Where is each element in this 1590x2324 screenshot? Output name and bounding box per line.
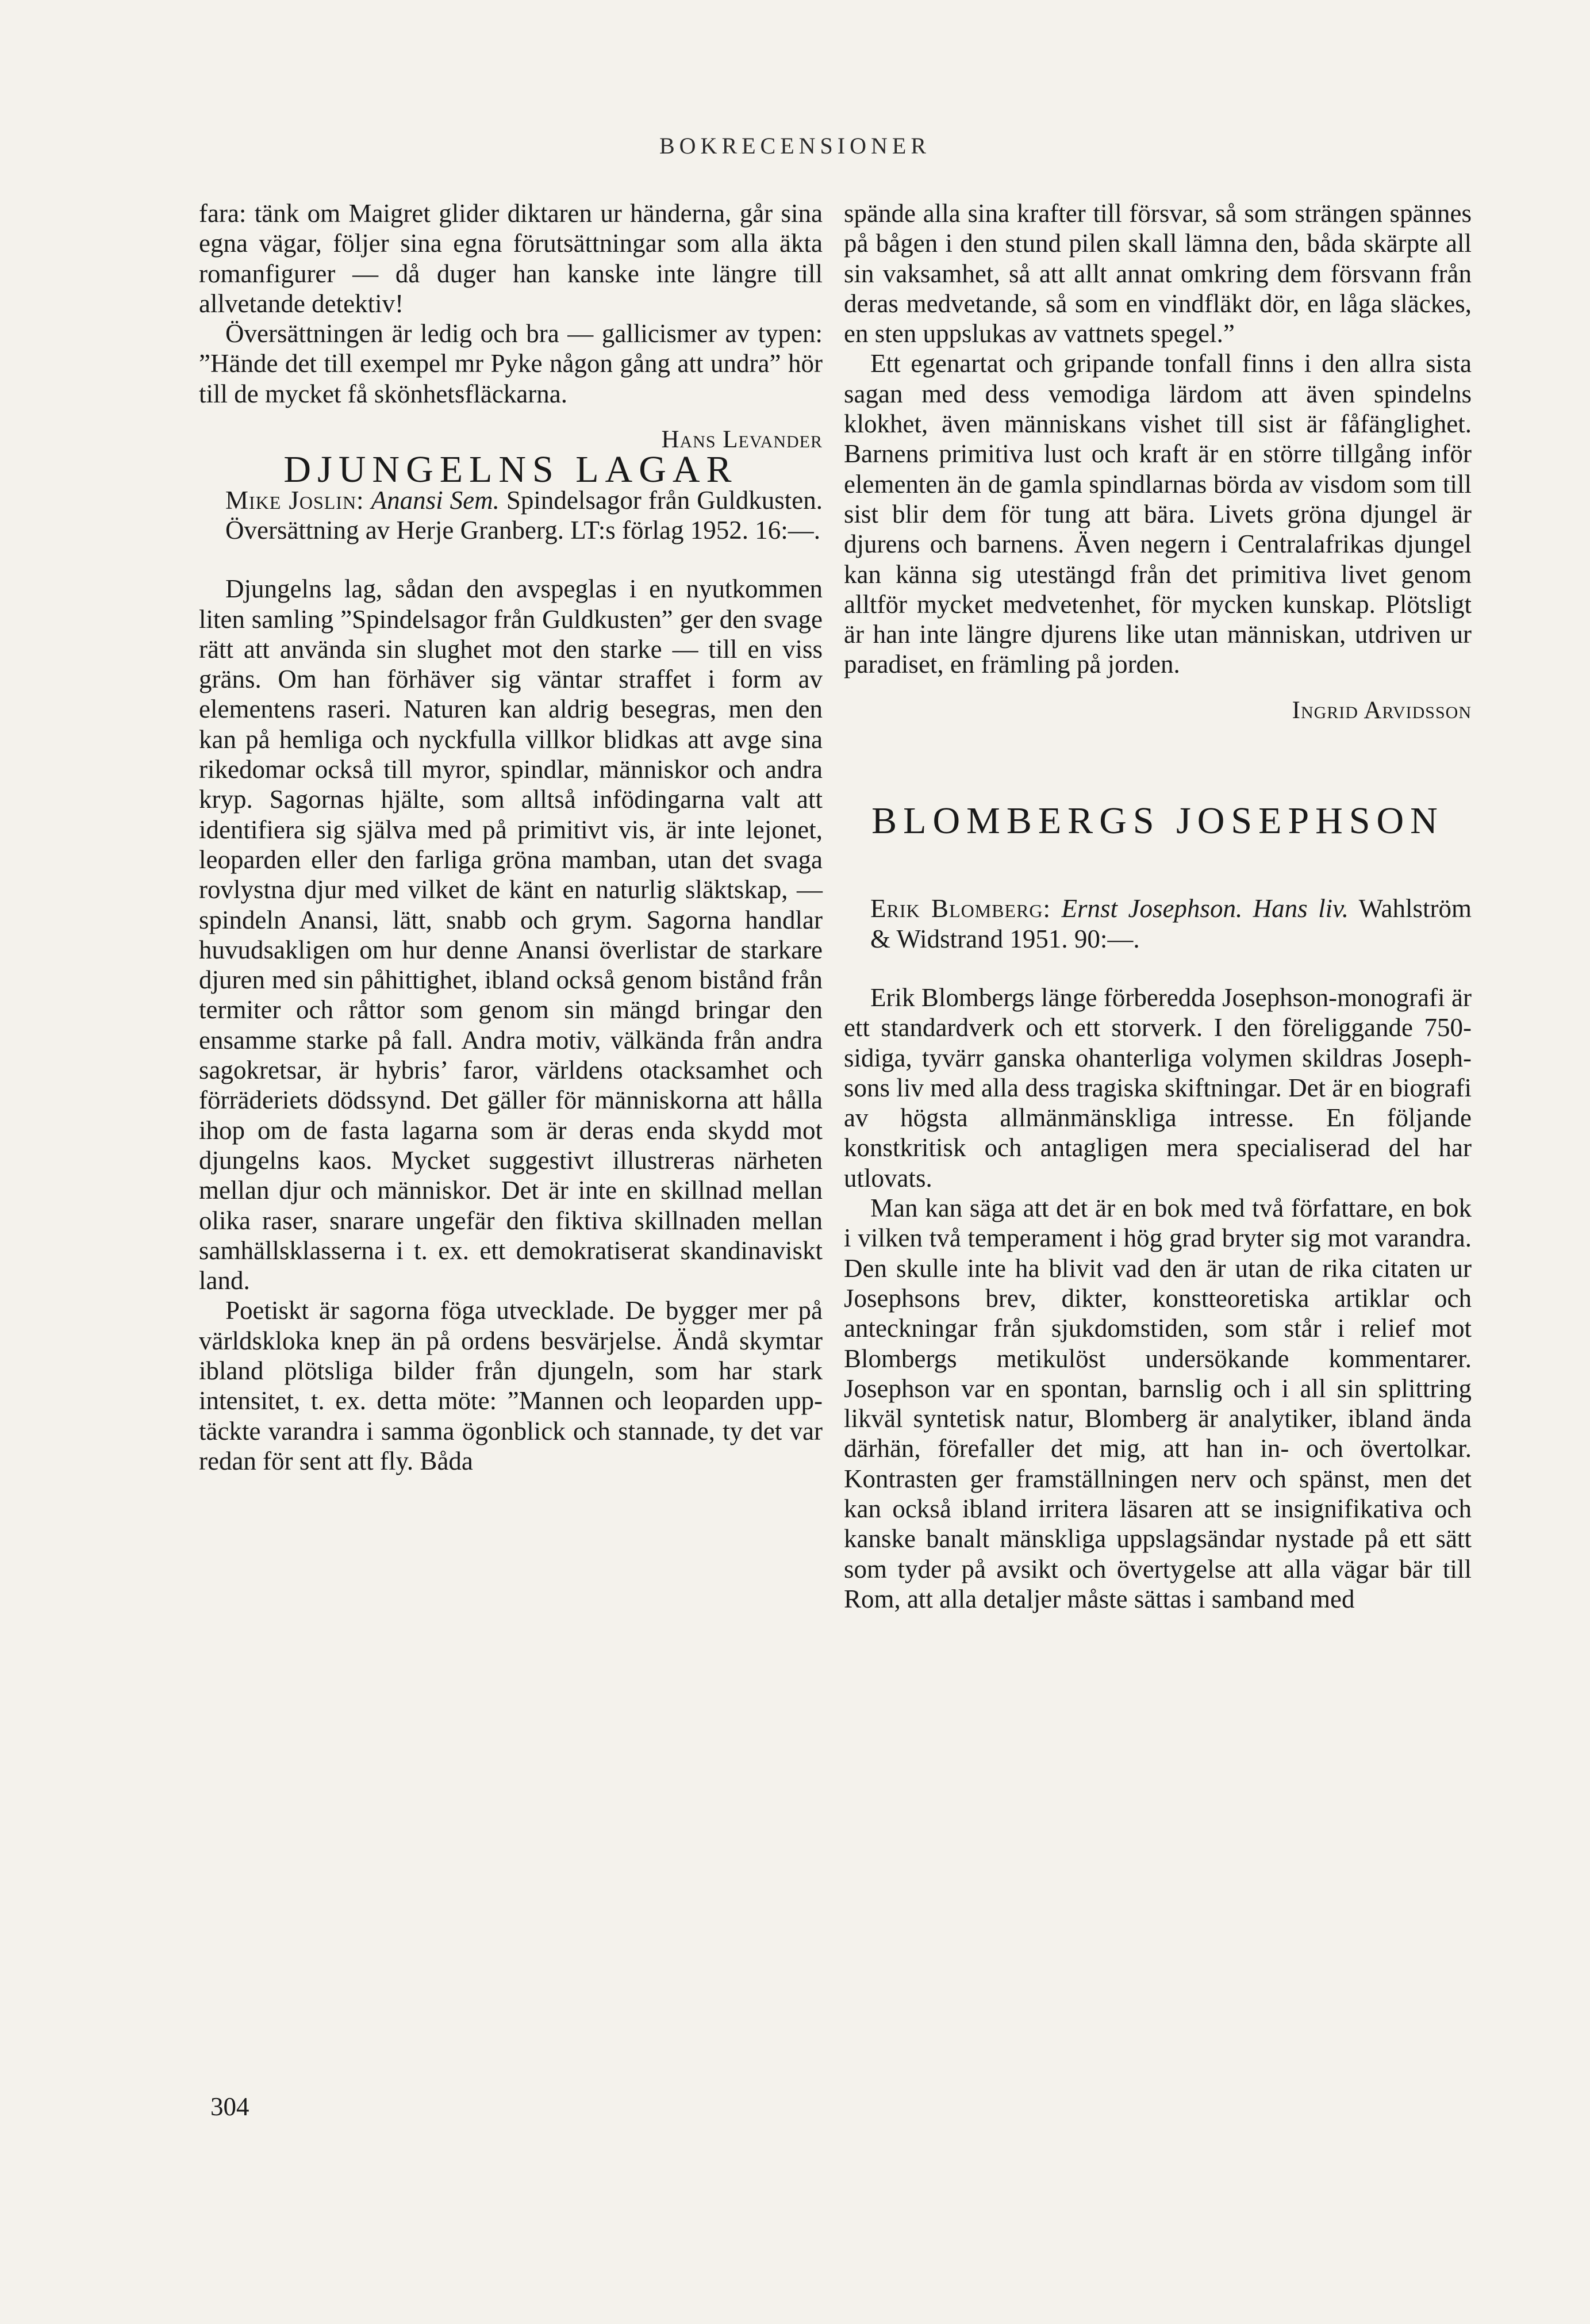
book-details: Spindelsagor från Guldkusten. Översättning av Herje Granberg. LT:s förlag 1952. 16:—. [225,485,823,544]
paragraph: Erik Blombergs länge förberedda Josephson-monografi är ett standardverk och ett storverk. I den föreliggande 750-sidiga, tyvärr ganska ohanterliga volymen skildras Josephsons liv med alla dess tragiska skiftningar. Det är en biografi av högsta allmänmänskliga intresse. En följande konstkritisk och antagligen mera specialiserad del har utlovats. [844,983,1472,1192]
bibliographic-entry [199,485,823,546]
bibliographic-entry [844,893,1472,954]
paragraph: Djungelns lag, sådan den avspeglas i en nyutkommen liten samling ”Spindelsagor från Guldkusten” ger den svage rätt att använda sin slughet mot den starke — till en viss gräns. Om han förhäver sig väntar straffet i form av elementens raseri. Naturen kan aldrig besegras, men den kan på hemliga och nyckfulla villkor blidkas att avge sina rikedomar också till myror, spindlar, människor och andra kryp. Sagornas hjälte, som alltså infödingarna valt att identifiera sig själva med på primitivt vis, är inte lejonet, leoparden eller den farliga gröna mamban, utan det svaga rovlystna djur med vilket de känt en naturlig släktskap, — spindeln Anansi, lätt, snabb och grym. Sagorna handlar huvudsakligen om hur denne Anansi överlistar de starkare djuren med sin påhittighet, ibland också genom bistånd från termiter och råttor som genom sin mängd bringar den ensamme starke på fall. Andra motiv, välkända från andra sagokretsar, är hybris’ faror, världens otacksamhet och förräderiets dödssynd. Det gäller för människorna att hålla ihop om de fasta lagarna som är deras enda skydd mot djungelns kaos. Mycket suggestivt illustreras närheten mellan djur och människor. Det är inte en skillnad mellan olika raser, snarare ungefär den fiktiva skillnaden mellan samhällsklasserna i t. ex. ett demokratiserat skandinaviskt land. [199,574,823,1295]
book-author: Erik Blomberg: [870,894,1051,923]
right-column [844,198,1472,1614]
paragraph: Man kan säga att det är en bok med två författare, en bok i vilken två temperament i hög grad bryter sig mot varandra. Den skulle inte ha blivit vad den är utan de rika citaten ur Josephsons brev, dikter, konstteoretiska artiklar och anteckningar från sjukdomstiden, som står i relief mot Blombergs metikulöst undersökande kommentarer. Josephson var en spontan, barnslig och i all sin splittring likväl syntetisk natur, Blomberg är analytiker, ibland ända därhän, förefaller det mig, att han in- och övertolkar. Kontrasten ger framställningen nerv och spänst, men det kan också ibland irritera läsaren att se insignifikativa och kanske banalt mänskliga uppslagsändar nystade på ett sätt som tyder på avsikt och övertygelse att alla vägar bär till Rom, att alla detaljer måste sättas i samband med [844,1194,1472,1613]
page-number: 304 [210,2092,249,2121]
reviewer-signature: Ingrid Arvidsson [1292,696,1472,724]
paragraph: Poetiskt är sagorna föga utvecklade. De bygger mer på världskloka knep än på ordens besvärjelse. Ändå skymtar ibland plötsliga bilder från djungeln, som har stark intensitet, t. ex. detta möte: ”Mannen och leoparden upptäckte varandra i samma ögonblick och stannade, ty det var redan för sent att fly. Båda [199,1296,823,1475]
book-details: Wahlström & Widstrand 1951. 90:—. [870,894,1472,953]
continued-paragraph: spände alla sina krafter till försvar, så som strängen spännes på bågen i den stund pilen skall lämna den, båda skärpte all sin vaksamhet, så att allt annat omkring dem försvann från deras medvetande, så som en vindfläkt dör, en låga släckes, en sten uppslukas av vattnets spegel.” [844,199,1472,348]
book-title: Ernst Josephson. Hans liv. [1061,894,1349,923]
review-title: DJUNGELNS LAGAR [283,448,738,491]
left-column [199,198,823,1476]
book-author: Mike Joslin: [225,485,364,515]
book-title: Anansi Sem. [371,485,500,515]
continued-paragraph: fara: tänk om Maigret glider diktaren ur händerna, går sina egna vägar, följer sina egna förutsättningar som alla äkta romanfigurer — då duger han kanske inte längre till allvetande detektiv! [199,199,823,318]
paragraph: Översättningen är ledig och bra — gallicismer av typen: ”Hände det till exempel mr Pyke någon gång att undra” hör till de mycket få skönhetsfläckarna. [199,319,823,408]
review-title: BLOMBERGS JOSEPHSON [871,800,1444,842]
running-header: BOKRECENSIONER [659,133,931,159]
reviewer-signature: Hans Levander [661,426,823,454]
paragraph: Ett egenartat och gripande tonfall finns i den allra sista sagan med dess vemodiga lärdom att även spindelns klokhet, även människans vishet till sist är fåfänglighet. Barnens primitiva lust och kraft är en större tillgång inför elementen än de gamla spindlarnas börda av visdom som till sist blir dem för tung att bära. Livets gröna djungel är djurens och barnens. Även negern i Centralafrikas djungel kan känna sig utestängd från det primitiva livet genom alltför mycket medvetenhet, för mycken kunskap. Plötsligt är han inte längre djurens like utan människan, utdriven ur paradiset, en främling på jorden. [844,349,1472,679]
